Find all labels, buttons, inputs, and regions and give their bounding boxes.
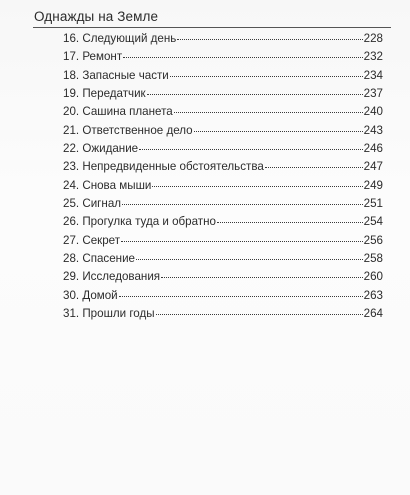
toc-entry xyxy=(63,30,383,48)
toc-entry-page: 251 xyxy=(363,197,383,211)
toc-entry-title: 26. Прогулка туда и обратно xyxy=(63,215,216,229)
dot-leader xyxy=(123,56,363,58)
toc-entry-page: 243 xyxy=(363,123,383,137)
toc-entry xyxy=(63,213,383,231)
toc-entry xyxy=(63,232,383,250)
toc-entry-page: 264 xyxy=(363,307,383,321)
toc-entry-title: 21. Ответственное дело xyxy=(63,123,193,137)
dot-leader xyxy=(147,93,363,95)
toc-entry-title: 29. Исследования xyxy=(63,270,161,284)
toc-entry xyxy=(63,250,383,268)
toc-entry-page: 228 xyxy=(363,32,383,45)
header-rule xyxy=(33,27,391,28)
toc-entry xyxy=(63,122,383,140)
toc-entry-page: 263 xyxy=(363,288,383,302)
toc-entry-title: 16. Следующий день xyxy=(63,32,177,45)
toc-entry-title: 31. Прошли годы xyxy=(63,307,155,321)
toc-entry xyxy=(63,48,383,66)
dot-leader xyxy=(161,276,363,278)
toc-entry-title: 27. Секрет xyxy=(63,233,121,247)
toc-entry-title: 22. Ожидание xyxy=(63,142,139,156)
toc-entry-title: 24. Снова мыши xyxy=(63,178,152,192)
toc-entry-page: 260 xyxy=(363,270,383,284)
toc-entry-title: 28. Спасение xyxy=(63,252,136,266)
dot-leader xyxy=(152,185,362,187)
toc-entry-title: 25. Сигнал xyxy=(63,197,122,211)
toc-entry-title: 19. Передатчик xyxy=(63,87,146,101)
running-head: Однажды на Земле xyxy=(34,9,159,24)
dot-leader xyxy=(121,240,363,242)
toc-entry-page: 240 xyxy=(363,105,383,119)
toc-entry-page: 232 xyxy=(363,50,383,64)
toc-entry-title: 17. Ремонт xyxy=(63,50,123,64)
toc-entry-title: 18. Запасные части xyxy=(63,68,169,82)
toc-entry xyxy=(63,158,383,176)
toc-entry-page: 234 xyxy=(363,68,383,82)
toc-entry-page: 247 xyxy=(363,160,383,174)
toc-entry-title: 20. Сашина планета xyxy=(63,105,173,119)
toc-entry xyxy=(63,103,383,121)
toc-entry-title: 30. Домой xyxy=(63,288,118,302)
dot-leader xyxy=(194,130,363,132)
dot-leader xyxy=(139,148,363,150)
dot-leader xyxy=(265,166,363,168)
toc-entry xyxy=(63,268,383,286)
toc-entry-page: 246 xyxy=(363,142,383,156)
toc-entry xyxy=(63,305,383,323)
toc-entry-page: 256 xyxy=(363,233,383,247)
dot-leader xyxy=(122,203,363,205)
dot-leader xyxy=(156,313,363,315)
toc-entry xyxy=(63,140,383,158)
dot-leader xyxy=(170,75,363,77)
dot-leader xyxy=(177,38,362,40)
toc-entry xyxy=(63,85,383,103)
toc-entry xyxy=(63,67,383,85)
dot-leader xyxy=(136,258,363,260)
toc-entry xyxy=(63,287,383,305)
dot-leader xyxy=(174,111,363,113)
toc-entry-page: 254 xyxy=(363,215,383,229)
toc-entry xyxy=(63,177,383,195)
toc-entry-page: 249 xyxy=(363,178,383,192)
table-of-contents xyxy=(63,30,383,324)
toc-entry xyxy=(63,195,383,213)
dot-leader xyxy=(217,221,363,223)
dot-leader xyxy=(119,295,363,297)
toc-entry-title: 23. Непредвиденные обстоятельства xyxy=(63,160,264,174)
toc-entry-page: 258 xyxy=(363,252,383,266)
toc-entry-page: 237 xyxy=(363,87,383,101)
